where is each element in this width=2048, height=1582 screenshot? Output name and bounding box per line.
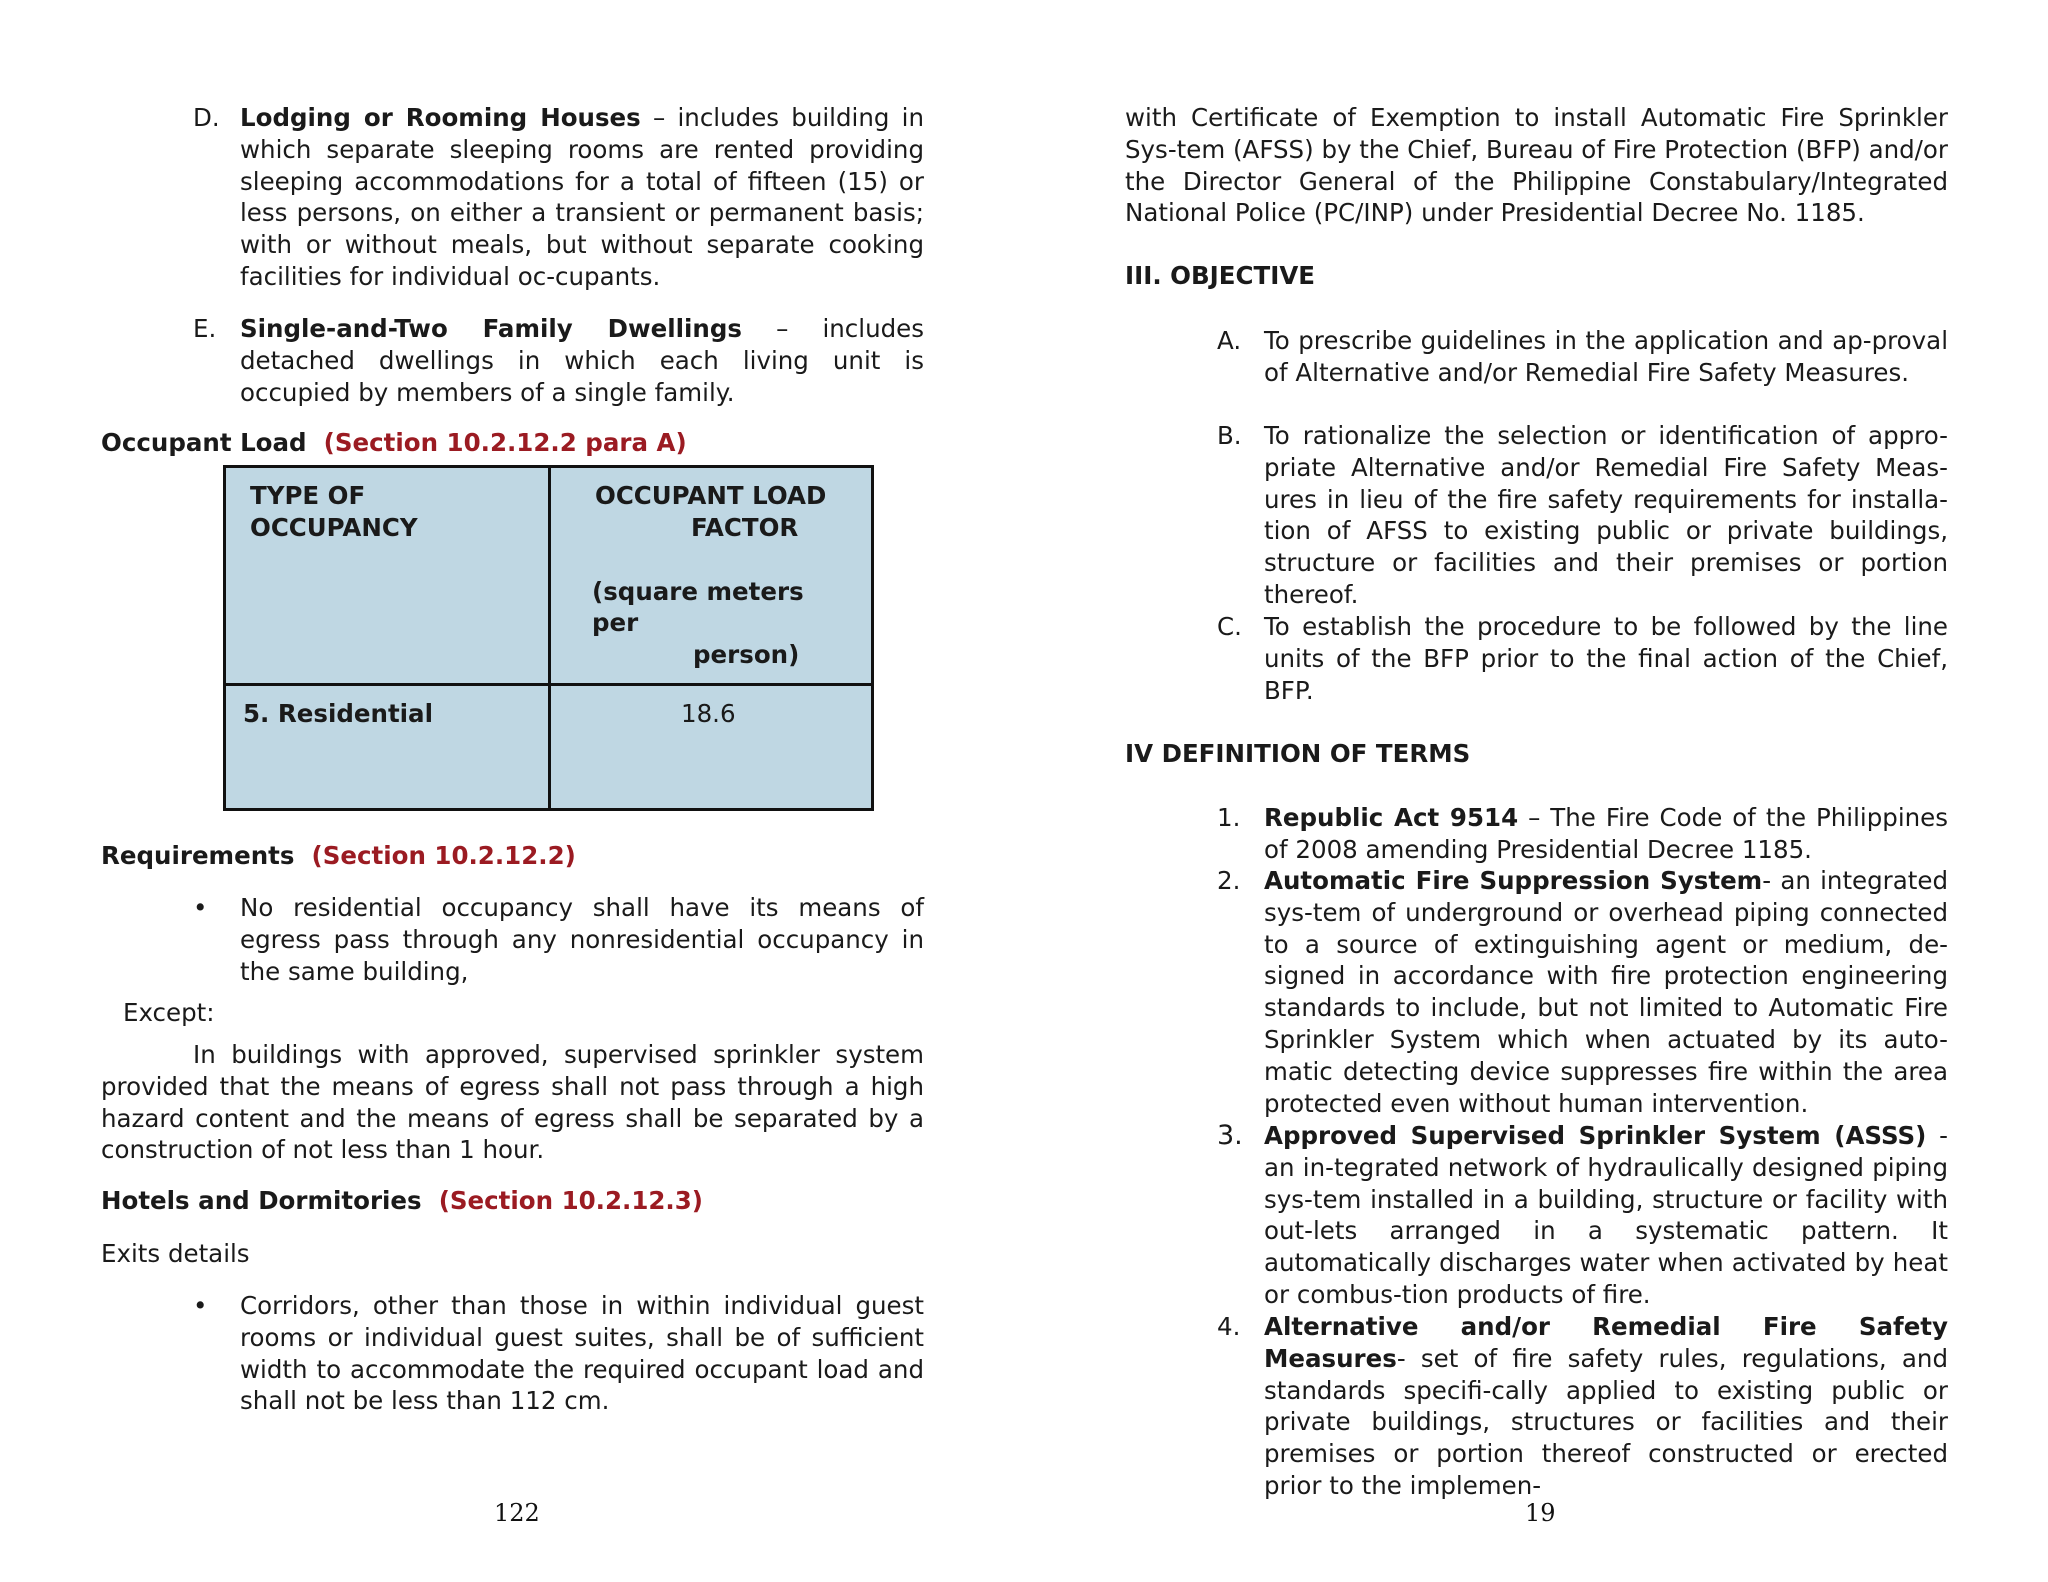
definition-item bbox=[1217, 802, 1948, 866]
item-text: To prescribe guidelines in the application and ap-proval of Alternative and/or Remedial Fire Safety Measures. bbox=[1264, 326, 1948, 387]
definition-item bbox=[1217, 1120, 1948, 1311]
item-body bbox=[1264, 865, 1948, 1119]
objective-item bbox=[1217, 420, 1948, 611]
item-body bbox=[1264, 1311, 1948, 1502]
except-paragraph: In buildings with approved, supervised sprinkler system provided that the means of egress shall not pass through a high hazard content and the means of egress shall be separated by a construction of not less than 1 hour. bbox=[101, 1040, 924, 1165]
lodging-item bbox=[193, 102, 924, 293]
item-body bbox=[240, 102, 924, 293]
item-text: – includes building in which separate sleeping rooms are rented providing sleeping accommodations for a total of fifteen (15) or less persons, on either a transient or permanent basis; with or without meals, but without separate cooking facilities for individual oc-cupants. bbox=[240, 103, 924, 291]
item-marker: B. bbox=[1217, 421, 1242, 450]
item-body bbox=[1264, 802, 1948, 866]
occupancy-type: 5. Residential bbox=[243, 698, 433, 728]
table-row bbox=[225, 684, 873, 809]
exits-label: Exits details bbox=[101, 1239, 250, 1268]
item-marker: 2. bbox=[1217, 866, 1241, 895]
intro-paragraph: with Certificate of Exemption to install Automatic Fire Sprinkler Sys-tem (AFSS) by the Chief, Bureau of Fire Protection (BFP) and/or the Director General of the Philippine Constabulary/Integrated National Police (PC/INP) under Presidential Decree No. 1185. bbox=[1125, 103, 1948, 228]
load-factor-cell bbox=[550, 684, 873, 809]
item-term: Alternative and/or Remedial Fire Safety Measures bbox=[1264, 1312, 1948, 1373]
item-term: Republic Act 9514 bbox=[1264, 803, 1519, 832]
item-marker: D. bbox=[193, 103, 220, 132]
load-factor-value: 18.6 bbox=[681, 698, 736, 728]
corridor-bullet bbox=[193, 1290, 924, 1417]
objective-item bbox=[1217, 611, 1948, 706]
factor-header-line: OCCUPANT LOAD bbox=[595, 481, 827, 510]
item-term: Lodging or Rooming Houses bbox=[240, 103, 641, 132]
occupant-load-table bbox=[223, 465, 874, 811]
heading-label: Requirements bbox=[101, 841, 295, 870]
dwellings-item bbox=[193, 313, 924, 408]
type-header-cell bbox=[225, 467, 550, 685]
bullet-icon: • bbox=[193, 1291, 208, 1320]
hotels-heading bbox=[101, 1185, 703, 1217]
item-text: – The Fire Code of the Philippines of 2008 amending Presidential Decree 1185. bbox=[1264, 803, 1948, 864]
objective-heading: III. OBJECTIVE bbox=[1125, 261, 1316, 290]
bullet-text: No residential occupancy shall have its means of egress pass through any nonresidential occupancy in the same building, bbox=[240, 893, 924, 986]
requirements-bullet bbox=[193, 892, 924, 987]
item-text: – includes detached dwellings in which each living unit is occupied by members of a single family. bbox=[240, 314, 924, 407]
page-number: 122 bbox=[494, 1499, 540, 1527]
item-marker: A. bbox=[1217, 326, 1242, 355]
factor-header-cell bbox=[550, 467, 873, 685]
item-text: - an integrated sys-tem of underground or overhead piping connected to a source of extinguishing agent or medium, de-signed in accordance with fire protection engineering standards to include, but not limited to Automatic Fire Sprinkler System which when actuated by its auto-matic detecting device suppresses fire within the area protected even without human intervention. bbox=[1264, 866, 1948, 1118]
item-marker: E. bbox=[193, 314, 217, 343]
bullet-text: Corridors, other than those in within individual guest rooms or individual guest suites, shall be of sufficient width to accommodate the required occupant load and shall not be less than 112 cm. bbox=[240, 1291, 924, 1416]
item-term: Automatic Fire Suppression System bbox=[1264, 866, 1763, 895]
factor-header-line: person) bbox=[693, 640, 800, 670]
item-marker: C. bbox=[1217, 612, 1242, 641]
table-header-row bbox=[225, 467, 873, 685]
factor-header-line: (square meters per bbox=[592, 576, 804, 638]
type-header-label: TYPE OF OCCUPANCY bbox=[250, 481, 418, 542]
item-marker: 3. bbox=[1217, 1120, 1243, 1151]
section-ref: (Section 10.2.12.2 para A) bbox=[323, 428, 687, 457]
item-text: To rationalize the selection or identification of appro-priate Alternative and/or Remedial Fire Safety Meas-ures in lieu of the fire safety requirements for installa-tion of AFSS to existing public or private buildings, structure or facilities and their premises or portion thereof. bbox=[1264, 421, 1948, 609]
item-term: Approved Supervised Sprinkler System (ASSS) bbox=[1264, 1121, 1927, 1150]
factor-header bbox=[551, 468, 871, 683]
bullet-icon: • bbox=[193, 893, 208, 922]
occupancy-type-cell bbox=[225, 684, 550, 809]
heading-label: Occupant Load bbox=[101, 428, 307, 457]
item-body bbox=[1264, 1120, 1948, 1311]
page-number: 19 bbox=[1525, 1499, 1556, 1527]
section-ref: (Section 10.2.12.3) bbox=[438, 1186, 703, 1215]
definition-item bbox=[1217, 865, 1948, 1119]
factor-header-line: FACTOR bbox=[691, 512, 799, 542]
occupant-load-heading bbox=[101, 427, 687, 459]
objective-item bbox=[1217, 325, 1948, 389]
item-body bbox=[240, 313, 924, 408]
item-marker: 4. bbox=[1217, 1312, 1241, 1341]
item-marker: 1. bbox=[1217, 803, 1241, 832]
definitions-heading: IV DEFINITION OF TERMS bbox=[1125, 739, 1471, 768]
section-ref: (Section 10.2.12.2) bbox=[311, 841, 576, 870]
requirements-heading bbox=[101, 840, 576, 872]
heading-label: Hotels and Dormitories bbox=[101, 1186, 422, 1215]
item-text: - set of fire safety rules, regulations, and standards specifi-cally applied to existing public or private buildings, structures or facilities and their premises or portion thereof constructed or erected prior to the implemen- bbox=[1264, 1343, 1948, 1500]
item-text: - an in-tegrated network of hydraulically designed piping sys-tem installed in a building, structure or facility with out-lets arranged in a systematic pattern. It automatically discharges water when activated by heat or combus-tion products of fire. bbox=[1264, 1121, 1948, 1309]
item-text: To establish the procedure to be followed by the line units of the BFP prior to the final action of the Chief, BFP. bbox=[1264, 612, 1948, 705]
definition-item bbox=[1217, 1311, 1948, 1502]
except-label: Except: bbox=[123, 998, 215, 1027]
item-term: Single-and-Two Family Dwellings bbox=[240, 314, 742, 343]
